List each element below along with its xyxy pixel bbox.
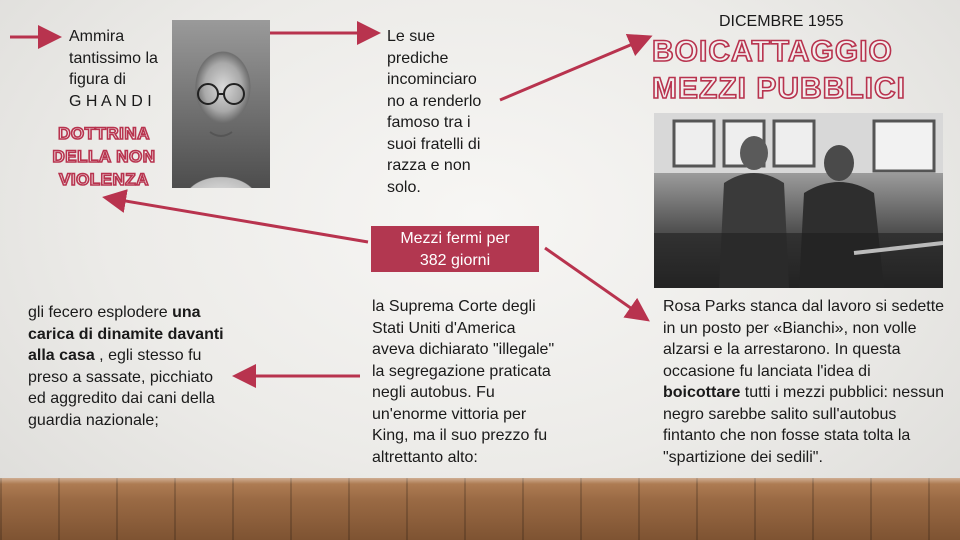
boicottaggio-line-1: BOICATTAGGIO (652, 35, 893, 68)
dottrina-line-1: DOTTRINA (58, 124, 150, 143)
column-dinamite-pre: gli fecero esplodere (28, 304, 173, 321)
column-dinamite-bold: una carica di dinamite davanti alla casa (28, 304, 224, 364)
ammira-text-body: Ammira tantissimo la figura di (69, 28, 158, 88)
mezzi-fermi-line-1: Mezzi fermi per (400, 230, 510, 247)
ghandi-name: G H A N D I (69, 92, 152, 110)
column-dinamite (28, 302, 228, 431)
dottrina-title (38, 122, 170, 191)
boicottaggio-line-2: MEZZI PUBBLICI (652, 72, 906, 105)
dottrina-line-2: DELLA NON (52, 147, 156, 166)
column-rosa-parks-post: tutti i mezzi pubblici: nessun negro sarebbe salito sull'autobus fintanto che non fosse stata tolta la "spartizione dei sedili". (663, 384, 944, 466)
column-suprema-corte: la Suprema Corte degli Stati Uniti d'America aveva dichiarato "illegale" la segregazione praticata negli autobus. Fu un'enorme vittoria per King, ma il suo prezzo fu altrettanto alto: (372, 298, 555, 466)
mezzi-fermi-box (371, 226, 539, 272)
prediche-text: Le sue prediche incominciaro no a renderlo famoso tra i suoi fratelli di razza e non solo. (387, 28, 482, 196)
column-rosa-parks-bold: boicottare (663, 384, 741, 401)
mezzi-fermi-line-2: 382 giorni (419, 252, 491, 269)
ammira-text (69, 26, 177, 112)
column-rosa-parks-pre: Rosa Parks stanca dal lavoro si sedette in un posto per «Bianchi», non volle alzarsi e la arrestarono. In questa occasione fu lanciata l'idea di (663, 298, 945, 380)
dottrina-line-3: VIOLENZA (59, 170, 149, 189)
column-rosa-parks (663, 296, 945, 468)
date-label: DICEMBRE 1955 (719, 13, 844, 30)
boicottaggio-title (652, 33, 914, 107)
column-dinamite-post: , egli stesso fu preso a sassate, picchiato ed aggredito dai cani della guardia nazionale; (28, 347, 215, 429)
